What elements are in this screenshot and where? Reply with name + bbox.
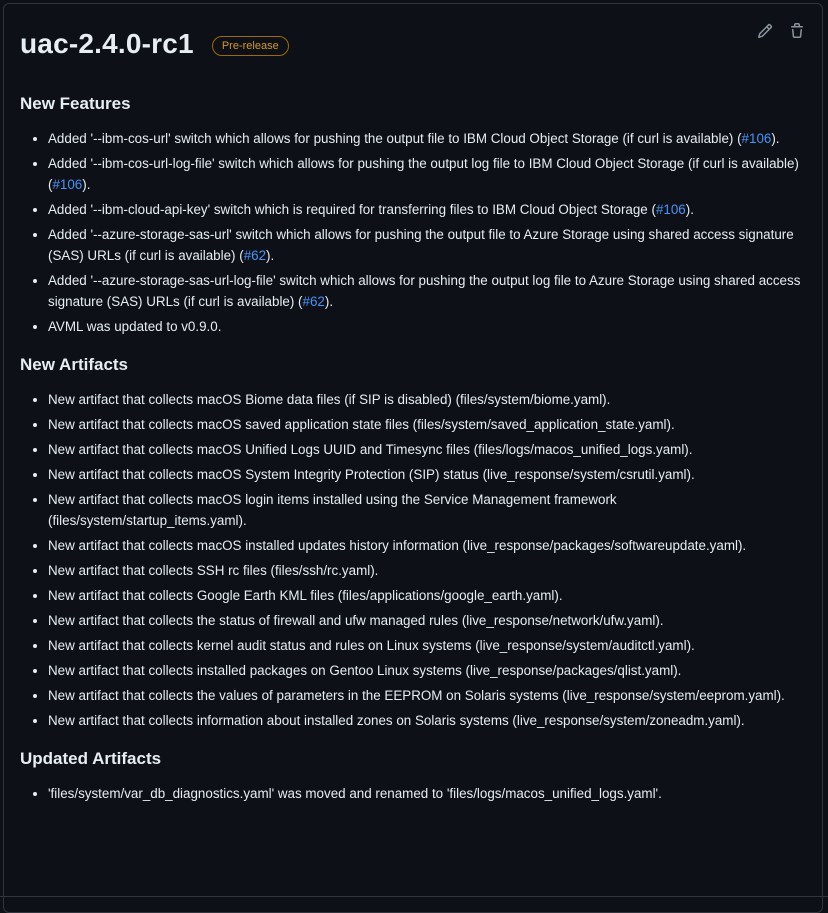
edit-button[interactable] xyxy=(756,22,774,40)
issue-link[interactable]: #62 xyxy=(302,294,325,309)
divider xyxy=(0,896,828,897)
section-heading-new-features: New Features xyxy=(20,94,131,113)
list-item xyxy=(48,224,812,266)
release-notes xyxy=(20,94,812,822)
list-item: • New artifact that collects macOS login items installed using the Service Management framework (files/system/startup_items.yaml). xyxy=(48,489,812,531)
list-item: • New artifact that collects the values of parameters in the EEPROM on Solaris systems (live_response/system/eeprom.yaml). xyxy=(48,685,812,706)
feature-text-end: ). xyxy=(685,202,694,217)
updated-artifacts-list xyxy=(20,783,812,804)
pre-release-badge: Pre-release xyxy=(212,36,289,56)
pencil-icon xyxy=(757,23,773,39)
section-heading-new-artifacts: New Artifacts xyxy=(20,355,129,374)
list-item xyxy=(48,316,812,337)
list-item xyxy=(48,270,812,312)
list-item: • New artifact that collects macOS Biome data files (if SIP is disabled) (files/system/biome.yaml). xyxy=(48,389,812,410)
list-item xyxy=(48,199,812,220)
feature-text: Added '--azure-storage-sas-url' switch which allows for pushing the output file to Azure Storage using shared access signature (SAS) URLs (if curl is available) ( xyxy=(48,227,794,263)
section-heading-updated-artifacts: Updated Artifacts xyxy=(20,749,162,768)
list-item: • New artifact that collects kernel audit status and rules on Linux systems (live_response/system/auditctl.yaml). xyxy=(48,635,812,656)
feature-text-end: ). xyxy=(266,248,275,263)
delete-button[interactable] xyxy=(788,22,806,40)
list-item xyxy=(48,128,812,149)
new-artifacts-list xyxy=(20,389,812,731)
list-item xyxy=(48,153,812,195)
release-actions xyxy=(756,22,806,40)
list-item: • New artifact that collects information about installed zones on Solaris systems (live_response/system/zoneadm.yaml). xyxy=(48,710,812,731)
issue-link[interactable]: #62 xyxy=(243,248,267,263)
release-header xyxy=(20,28,289,60)
release-card xyxy=(3,3,823,913)
list-item: • New artifact that collects the status of firewall and ufw managed rules (live_response/network/ufw.yaml). xyxy=(48,610,812,631)
release-title[interactable]: uac-2.4.0-rc1 xyxy=(20,28,194,59)
new-features-list xyxy=(20,128,812,337)
list-item: • 'files/system/var_db_diagnostics.yaml' was moved and renamed to 'files/logs/macos_unified_logs.yaml'. xyxy=(48,783,812,804)
feature-text-end: ). xyxy=(82,177,91,192)
feature-text: Added '--ibm-cloud-api-key' switch which is required for transferring files to IBM Cloud Object Storage ( xyxy=(48,202,656,217)
trash-icon xyxy=(789,23,805,39)
issue-link[interactable]: #106 xyxy=(741,131,772,146)
feature-text-end: ). xyxy=(771,131,780,146)
issue-link[interactable]: #106 xyxy=(655,202,686,217)
feature-text: Added '--ibm-cos-url' switch which allows for pushing the output file to IBM Cloud Object Storage (if curl is available) ( xyxy=(48,131,742,146)
list-item: • New artifact that collects macOS saved application state files (files/system/saved_application_state.yaml). xyxy=(48,414,812,435)
feature-text: AVML was updated to v0.9.0. xyxy=(48,319,222,334)
list-item: • New artifact that collects Google Earth KML files (files/applications/google_earth.yaml). xyxy=(48,585,812,606)
list-item: • New artifact that collects macOS System Integrity Protection (SIP) status (live_response/system/csrutil.yaml). xyxy=(48,464,812,485)
list-item: • New artifact that collects macOS installed updates history information (live_response/packages/softwareupdate.yaml). xyxy=(48,535,812,556)
feature-text: Added '--azure-storage-sas-url-log-file' switch which allows for pushing the output log file to Azure Storage using shared access signature (SAS) URLs (if curl is available) ( xyxy=(48,273,801,309)
list-item: • New artifact that collects installed packages on Gentoo Linux systems (live_response/packages/qlist.yaml). xyxy=(48,660,812,681)
list-item: • New artifact that collects macOS Unified Logs UUID and Timesync files (files/logs/macos_unified_logs.yaml). xyxy=(48,439,812,460)
feature-text: Added '--ibm-cos-url-log-file' switch which allows for pushing the output log file to IBM Cloud Object Storage (if curl is available) ( xyxy=(48,156,799,192)
feature-text-end: ). xyxy=(324,294,334,309)
list-item: • New artifact that collects SSH rc files (files/ssh/rc.yaml). xyxy=(48,560,812,581)
issue-link[interactable]: #106 xyxy=(52,177,83,192)
